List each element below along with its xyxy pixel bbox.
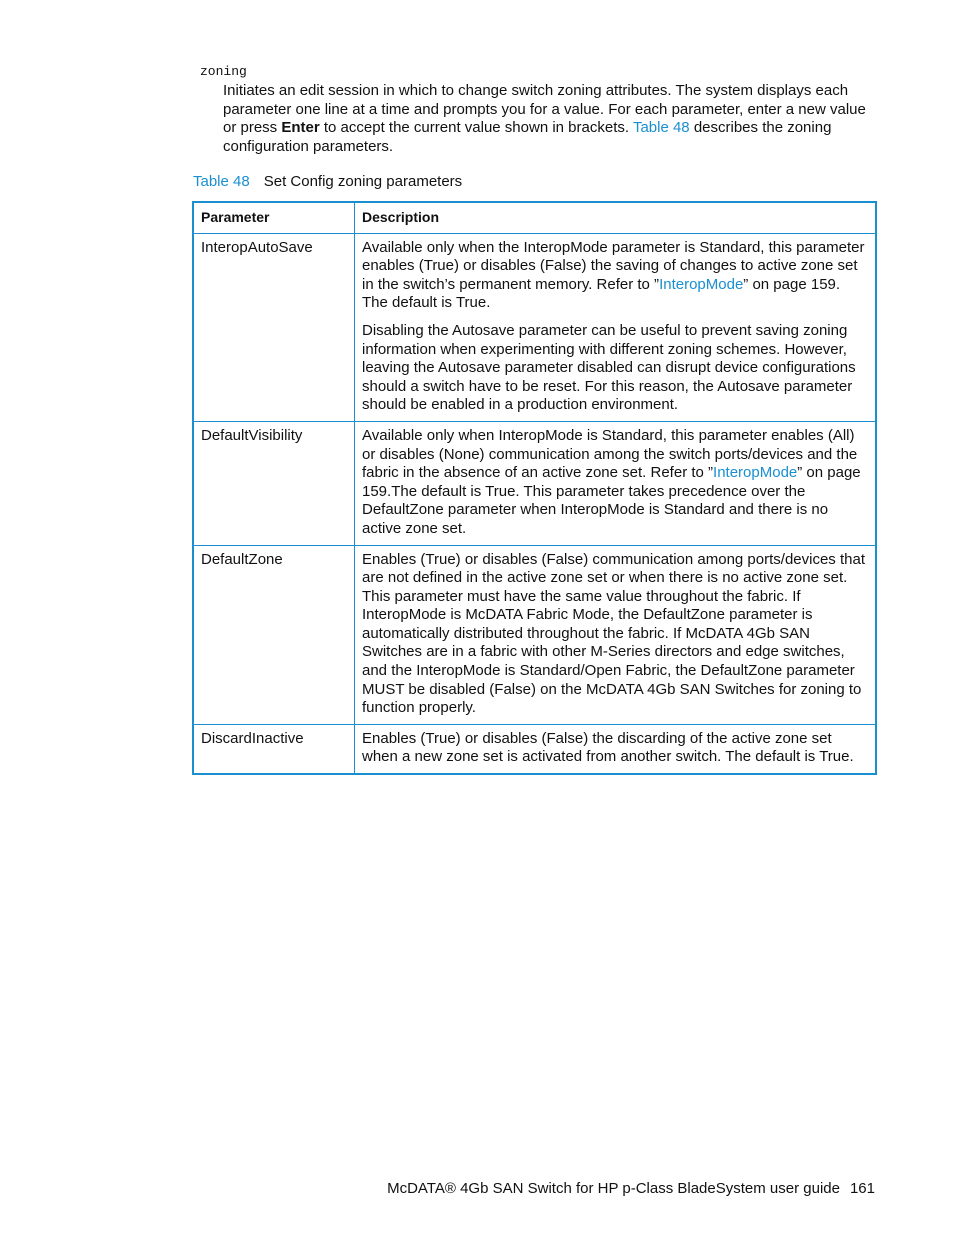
table-row — [193, 421, 876, 545]
command-name: zoning — [200, 64, 247, 79]
description-cell: Enables (True) or disables (False) the discarding of the active zone set when a new zone set is activated from another switch. The default is True. — [355, 724, 877, 774]
parameter-cell: InteropAutoSave — [193, 233, 355, 421]
table-header-row — [193, 202, 876, 233]
enter-key-label: Enter — [281, 119, 320, 137]
description-text: Available only when InteropMode is Standard, this parameter enables (All) or disables (None) communication among the switch ports/devices and the fabric in the absence of an active zone set. Refer to ” — [362, 426, 858, 482]
page-number: 161 — [849, 1180, 875, 1197]
description-cell: Enables (True) or disables (False) communication among ports/devices that are not defined in the active zone set or when there is no active zone set. This parameter must have the same value throughout the fabric. If InteropMode is McDATA Fabric Mode, the DefaultZone parameter is automatically distributed throughout the fabric. If McDATA 4Gb SAN Switches are in a fabric with other M-Series directors and edge switches, and the InteropMode is Standard/Open Fabric, the DefaultZone parameter MUST be disabled (False) on the McDATA 4Gb SAN Switches for zoning to function properly. — [355, 545, 877, 724]
description-cell — [355, 421, 877, 545]
intro-text: Initiates an edit session in which to change switch zoning attributes. The system displays each parameter one line at a time and prompts you for a value. For each parameter, enter a new value or press — [223, 82, 866, 137]
description-text: Available only when the InteropMode parameter is Standard, this parameter enables (True) or disables (False) the saving of changes to active zone set in the switch’s permanent memory. Refer to ” — [362, 238, 865, 293]
parameter-cell: DefaultZone — [193, 545, 355, 724]
intro-paragraph — [223, 82, 873, 156]
page-footer — [387, 1180, 875, 1197]
description-paragraph — [362, 427, 868, 539]
intro-text-end: describes the zoning configuration parameters. — [223, 119, 832, 155]
description-text: ” on page 159. The default is True. — [362, 275, 841, 312]
table-caption — [193, 173, 462, 190]
header-description: Description — [355, 202, 877, 233]
description-cell — [355, 233, 877, 421]
description-text: ” on page 159.The default is True. This parameter takes precedence over the DefaultZone parameter when InteropMode is Standard and there is no active zone set. — [362, 464, 861, 537]
parameter-cell: DiscardInactive — [193, 724, 355, 774]
table-title: Set Config zoning parameters — [263, 173, 463, 190]
description-paragraph: Disabling the Autosave parameter can be useful to prevent saving zoning information when experimenting with different zoning schemes. However, leaving the Autosave parameter disabled can disrupt device configurations should a switch have to be reset. For this reason, the Autosave parameter should be enabled in a production environment. — [362, 321, 856, 414]
header-parameter: Parameter — [193, 202, 355, 233]
table-row — [193, 545, 876, 724]
table-48-link[interactable]: Table 48 — [632, 119, 690, 137]
table-number: Table 48 — [193, 173, 250, 190]
table-row — [193, 724, 876, 774]
parameter-cell: DefaultVisibility — [193, 421, 355, 545]
description-paragraph — [362, 239, 868, 313]
interopmode-link[interactable]: InteropMode — [713, 464, 798, 482]
table-row — [193, 233, 876, 421]
zoning-parameters-table — [192, 201, 877, 775]
interopmode-link[interactable]: InteropMode — [659, 275, 744, 293]
intro-text-middle: to accept the current value shown in brackets. — [319, 119, 633, 137]
footer-title: McDATA® 4Gb SAN Switch for HP p-Class BladeSystem user guide — [387, 1180, 840, 1197]
